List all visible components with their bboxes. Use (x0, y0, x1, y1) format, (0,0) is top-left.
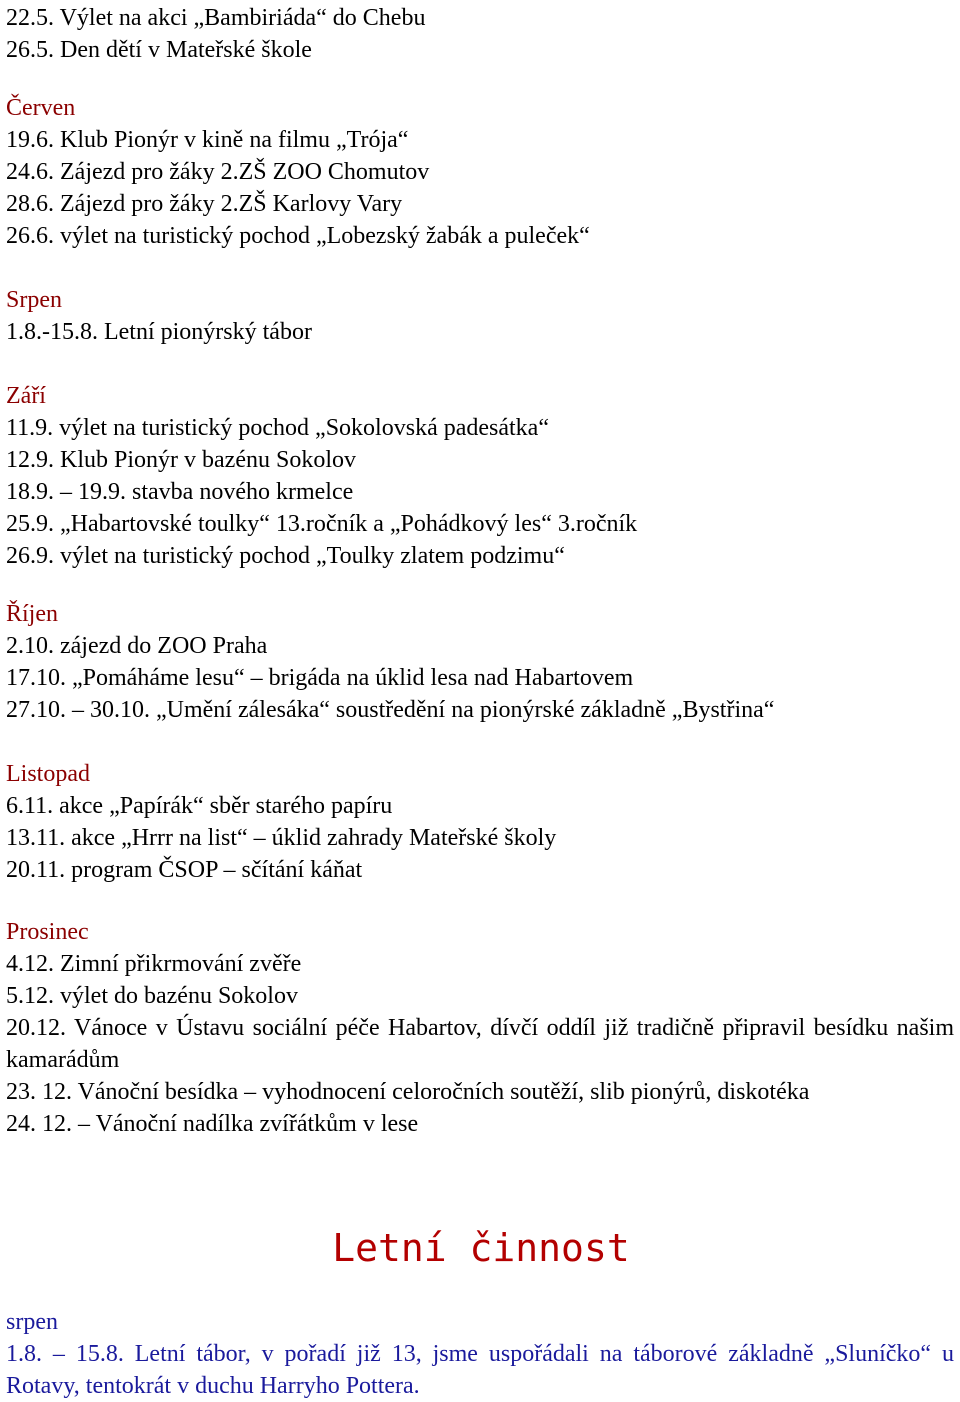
month-heading-srpen: Srpen (6, 287, 62, 313)
event-line: 26.5. Den dětí v Mateřské škole (6, 37, 312, 63)
event-line: 26.9. výlet na turistický pochod „Toulky zlatem podzimu“ (6, 543, 565, 569)
month-heading-cerven: Červen (6, 95, 76, 121)
event-line: 24.6. Zájezd pro žáky 2.ZŠ ZOO Chomutov (6, 159, 430, 185)
event-line: 20.11. program ČSOP – sčítání káňat (6, 857, 363, 883)
event-line: 13.11. akce „Hrrr na list“ – úklid zahrady Mateřské školy (6, 825, 557, 851)
event-line: 23. 12. Vánoční besídka – vyhodnocení celoročních soutěží, slib pionýrů, diskotéka (6, 1079, 810, 1105)
event-line: 17.10. „Pomáháme lesu“ – brigáda na úklid lesa nad Habartovem (6, 665, 634, 691)
event-line: 11.9. výlet na turistický pochod „Sokolovská padesátka“ (6, 415, 549, 441)
event-line: 19.6. Klub Pionýr v kině na filmu „Trója“ (6, 127, 409, 153)
month-heading-listopad: Listopad (6, 761, 90, 787)
summer-activity-heading: Letní činnost (332, 1226, 630, 1270)
event-paragraph: 20.12. Vánoce v Ústavu sociální péče Habartov, dívčí oddíl již tradičně připravil besídku našim kamarádům (6, 1015, 954, 1073)
event-line: 22.5. Výlet na akci „Bambiriáda“ do Chebu (6, 5, 426, 31)
event-line: 1.8.-15.8. Letní pionýrský tábor (6, 319, 312, 345)
event-line: 28.6. Zájezd pro žáky 2.ZŠ Karlovy Vary (6, 191, 403, 217)
event-line: 24. 12. – Vánoční nadílka zvířátkům v lese (6, 1111, 419, 1137)
month-heading-rijen: Říjen (6, 601, 58, 627)
event-line: 2.10. zájezd do ZOO Praha (6, 633, 268, 659)
event-line: 12.9. Klub Pionýr v bazénu Sokolov (6, 447, 356, 473)
event-line: 4.12. Zimní přikrmování zvěře (6, 951, 302, 977)
event-line: 27.10. – 30.10. „Umění zálesáka“ soustředění na pionýrské základně „Bystřina“ (6, 697, 775, 723)
month-heading-zari: Září (6, 383, 46, 409)
month-heading-summer: srpen (6, 1309, 58, 1335)
month-heading-prosinec: Prosinec (6, 919, 89, 945)
event-line: 25.9. „Habartovské toulky“ 13.ročník a „Pohádkový les“ 3.ročník (6, 511, 638, 537)
event-line: 26.6. výlet na turistický pochod „Lobezský žabák a puleček“ (6, 223, 590, 249)
event-line: 5.12. výlet do bazénu Sokolov (6, 983, 298, 1009)
summer-paragraph: 1.8. – 15.8. Letní tábor, v pořadí již 13, jsme uspořádali na táborové základně „Sluníčko“ u Rotavy, tentokrát v duchu Harryho Pottera. (6, 1341, 954, 1399)
event-line: 18.9. – 19.9. stavba nového krmelce (6, 479, 354, 505)
event-line: 6.11. akce „Papírák“ sběr starého papíru (6, 793, 393, 819)
